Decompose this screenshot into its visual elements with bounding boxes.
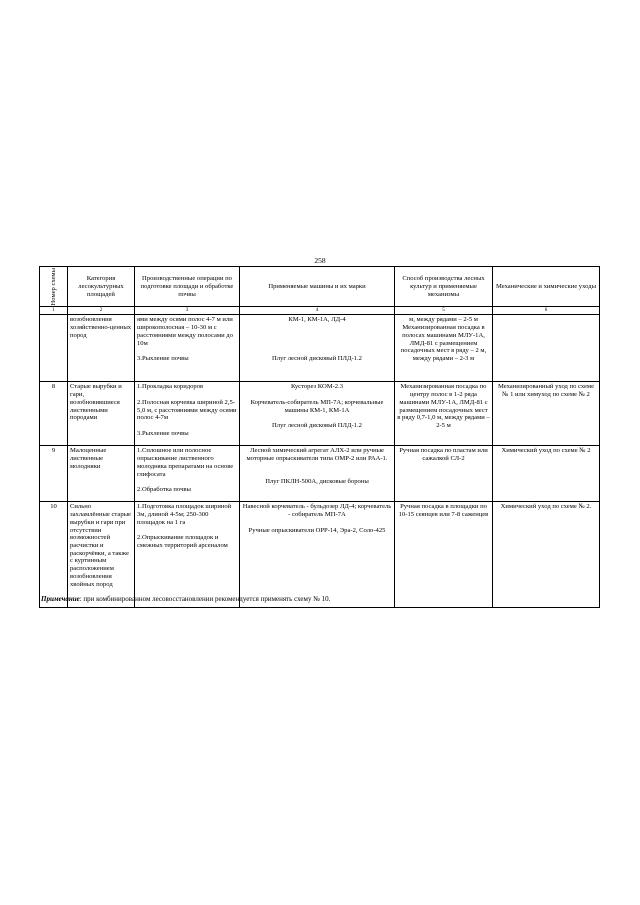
care-cell: Механизированный уход по схеме № 1 или химуход по схеме № 2 <box>493 382 600 446</box>
header-operations: Производственные операции по подготовке площади и обработке почвы <box>135 267 240 307</box>
machines-cell: Лесной химический агрегат АЛХ-2 или ручные моторные опрыскиватели типа ОМР-2 или РАА-1. Плуг ПКЛН-500А, дисковые бороны <box>240 446 395 502</box>
header-care: Механические и химические уходы <box>493 267 600 307</box>
header-method: Способ производства лесных культур и применяемые механизмы <box>395 267 493 307</box>
care-cell: Химический уход по схеме № 2 <box>493 446 600 502</box>
machines-cell: Кусторез КОМ-2.3 Корчеватель-собиратель МП-7А; корчевальные машины КМ-1, КМ-1А Плуг лесной дисковый ПЛД-1.2 <box>240 382 395 446</box>
column-number: 6 <box>493 307 600 315</box>
operations-cell: 1.Прокладка коридоров 2.Полосная корчевка шириной 2,5-5,0 м, с расстояниями между осями полос 4-7м 3.Рыхление почвы <box>135 382 240 446</box>
table-row <box>40 315 600 382</box>
care-cell <box>493 315 600 382</box>
table-header-row <box>40 267 600 307</box>
forest-culture-table <box>39 266 600 608</box>
table-row <box>40 502 600 608</box>
scheme-number-cell: 8 <box>40 382 68 446</box>
scheme-number-cell <box>40 315 68 382</box>
category-cell: возобновления хозяйственно-ценных пород <box>68 315 135 382</box>
operations-cell: 1.Сплошное или полосное опрыскивание лиственного молодняка препаратами на основе глифосата 2.Обработка почвы <box>135 446 240 502</box>
scheme-number-cell: 9 <box>40 446 68 502</box>
category-cell: Сильно захламлённые старые вырубки и гари при отсутствии возможностей расчистки и раскорчёвки, а также с куртинным расположением возобновления хвойных пород <box>68 502 135 608</box>
method-cell: Механизированная посадка по центру полос в 1-2 ряда машинами МЛУ-1А, ЛМД-81 с размещением посадочных мест в ряду 0,7-1,0 м, между рядами – 2-5 м <box>395 382 493 446</box>
column-number: 2 <box>68 307 135 315</box>
operations-cell: ями между осями полос 4-7 м или широкополосная – 10-30 м с расстояниями между полосами до 10м 3.Рыхление почвы <box>135 315 240 382</box>
header-scheme-number: Номер схемы <box>40 267 68 307</box>
method-cell: Ручная посадка в площадки по 10-15 сеянцев или 7-8 саженцев <box>395 502 493 608</box>
note-text: : при комбинированном лесовосстановлении рекомендуется применять схему № 10. <box>79 595 331 603</box>
method-cell: м, между рядами – 2-5 м Механизированная посадка в полосах машинами МЛУ-1А, ЛМД-81 с размещением посадочных мест в ряду – 2 м, между рядами – 2-3 м <box>395 315 493 382</box>
column-number-row <box>40 307 600 315</box>
table-row <box>40 382 600 446</box>
table-row <box>40 446 600 502</box>
operations-cell: 1.Подготовка площадок шириной 3м, длиной 4-5м; 250-300 площадок на 1 га 2.Опрыскивание площадок и смежных территорий арсеналом <box>135 502 240 608</box>
table-note <box>41 595 330 603</box>
header-category: Категория лесокультурных площадей <box>68 267 135 307</box>
column-number: 3 <box>135 307 240 315</box>
note-label: Примечание <box>41 595 80 603</box>
scheme-number-cell: 10 <box>40 502 68 608</box>
header-machines: Применяемые машины и их марки <box>240 267 395 307</box>
machines-cell: КМ-1, КМ-1А, ЛД-4 Плуг лесной дисковый ПЛД-1.2 <box>240 315 395 382</box>
care-cell: Химический уход по схеме № 2. <box>493 502 600 608</box>
method-cell: Ручная посадка по пластам или сажалкой СЛ-2 <box>395 446 493 502</box>
category-cell: Малоценные лиственные молодняки <box>68 446 135 502</box>
machines-cell: Навесной корчеватель - бульдозер ЛД-4; корчеватель - собиратель МП-7А Ручные опрыскиватели ОРР-14, Эра-2, Соло-425 <box>240 502 395 608</box>
column-number: 5 <box>395 307 493 315</box>
column-number: 4 <box>240 307 395 315</box>
page-number: 258 <box>314 256 326 265</box>
category-cell: Старые вырубки и гари, возобновившиеся лиственными породами <box>68 382 135 446</box>
column-number: 1 <box>40 307 68 315</box>
